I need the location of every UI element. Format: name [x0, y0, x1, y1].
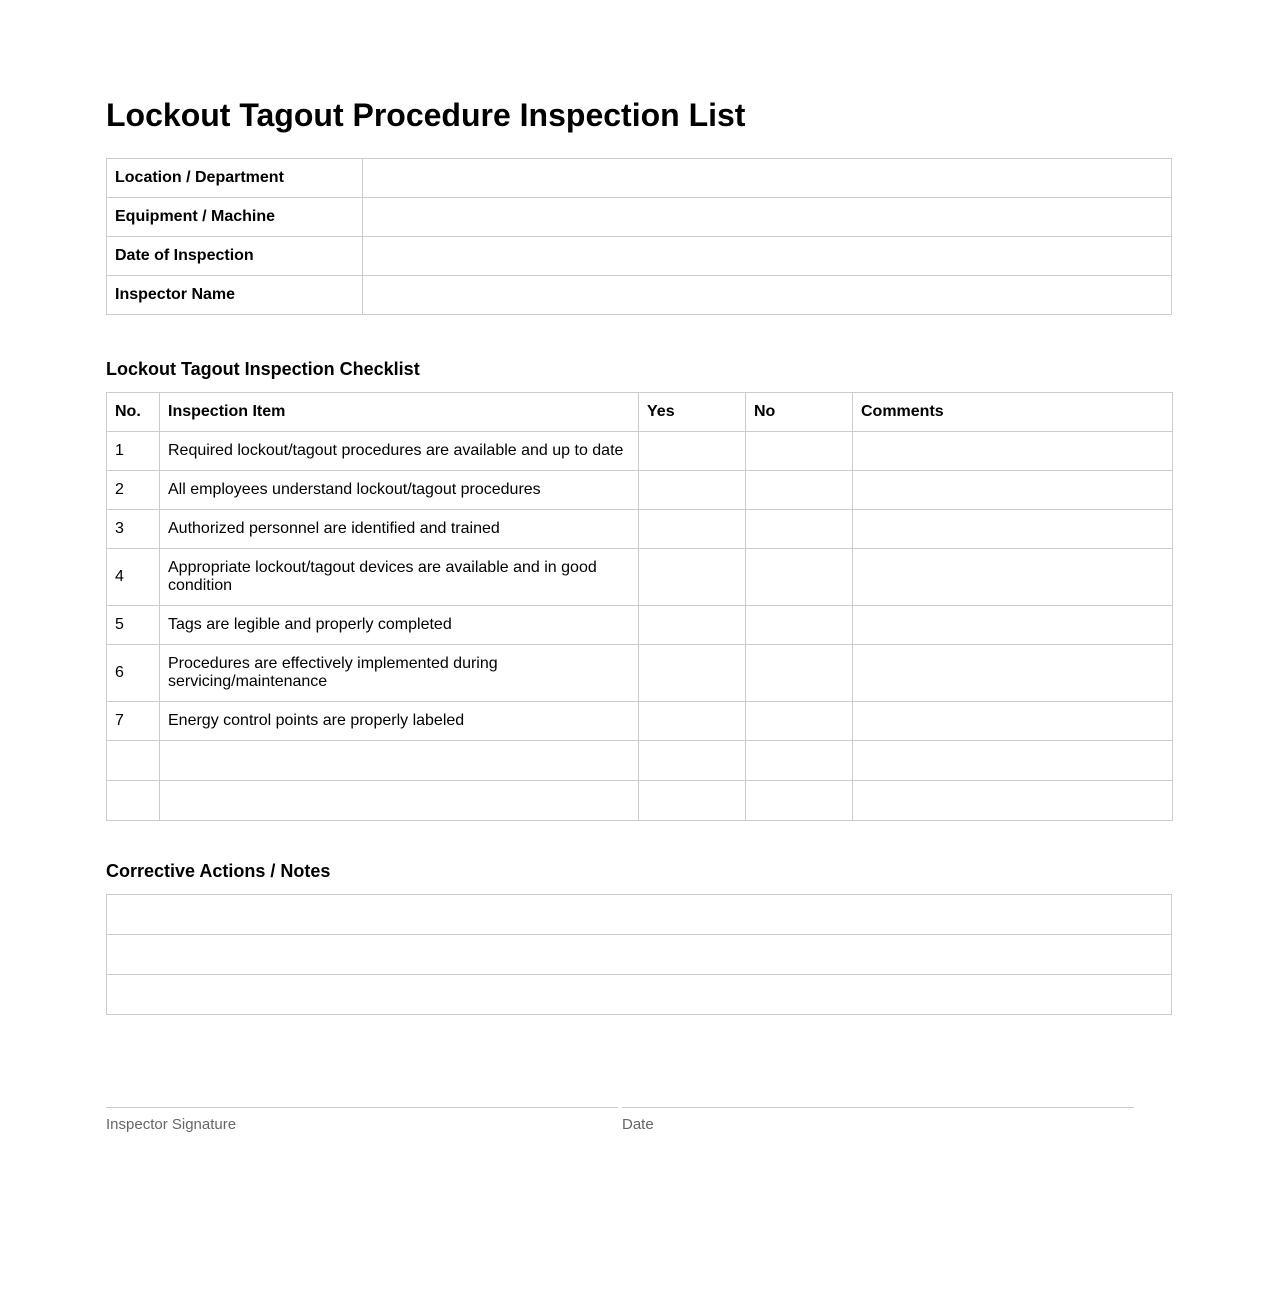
inspector-name-label: Inspector Name: [107, 276, 363, 315]
yes-cell[interactable]: [639, 645, 746, 702]
date-signature-label: Date: [622, 1116, 654, 1133]
row-number: 4: [107, 549, 160, 606]
no-cell[interactable]: [746, 510, 853, 549]
inspection-date-label: Date of Inspection: [107, 237, 363, 276]
info-row-inspector: [107, 276, 1172, 315]
comments-cell[interactable]: [853, 781, 1173, 821]
inspection-item: Required lockout/tagout procedures are available and up to date: [160, 432, 639, 471]
comments-cell[interactable]: [853, 606, 1173, 645]
no-cell[interactable]: [746, 702, 853, 741]
location-field[interactable]: [363, 159, 1172, 198]
no-cell[interactable]: [746, 606, 853, 645]
column-header-yes: Yes: [639, 393, 746, 432]
table-row: [107, 432, 1173, 471]
inspection-item: Tags are legible and properly completed: [160, 606, 639, 645]
column-header-no-answer: No: [746, 393, 853, 432]
row-number-blank[interactable]: [107, 741, 160, 781]
no-cell[interactable]: [746, 781, 853, 821]
yes-cell[interactable]: [639, 510, 746, 549]
yes-cell[interactable]: [639, 471, 746, 510]
inspection-item: Authorized personnel are identified and trained: [160, 510, 639, 549]
table-row: [107, 549, 1173, 606]
comments-cell[interactable]: [853, 645, 1173, 702]
page-title: Lockout Tagout Procedure Inspection List: [106, 97, 746, 133]
notes-row: [107, 935, 1172, 975]
row-number: 6: [107, 645, 160, 702]
notes-line[interactable]: [107, 935, 1172, 975]
yes-cell[interactable]: [639, 741, 746, 781]
inspector-signature-label: Inspector Signature: [106, 1116, 237, 1133]
yes-cell[interactable]: [639, 702, 746, 741]
equipment-label: Equipment / Machine: [107, 198, 363, 237]
table-row: [107, 702, 1173, 741]
no-cell[interactable]: [746, 741, 853, 781]
notes-table: [106, 894, 1172, 1015]
comments-cell[interactable]: [853, 741, 1173, 781]
equipment-field[interactable]: [363, 198, 1172, 237]
comments-cell[interactable]: [853, 510, 1173, 549]
row-number: 3: [107, 510, 160, 549]
checklist-header-row: [107, 393, 1173, 432]
inspection-item: All employees understand lockout/tagout procedures: [160, 471, 639, 510]
yes-cell[interactable]: [639, 606, 746, 645]
no-cell[interactable]: [746, 645, 853, 702]
comments-cell[interactable]: [853, 471, 1173, 510]
row-number: 1: [107, 432, 160, 471]
column-header-no: No.: [107, 393, 160, 432]
notes-line[interactable]: [107, 975, 1172, 1015]
comments-cell[interactable]: [853, 549, 1173, 606]
info-row-equipment: [107, 198, 1172, 237]
table-row: [107, 510, 1173, 549]
no-cell[interactable]: [746, 471, 853, 510]
comments-cell[interactable]: [853, 432, 1173, 471]
notes-line[interactable]: [107, 895, 1172, 935]
inspector-name-field[interactable]: [363, 276, 1172, 315]
table-row: [107, 645, 1173, 702]
row-number: 2: [107, 471, 160, 510]
comments-cell[interactable]: [853, 702, 1173, 741]
row-number: 7: [107, 702, 160, 741]
inspection-item: Energy control points are properly labeled: [160, 702, 639, 741]
column-header-comments: Comments: [853, 393, 1173, 432]
inspection-item-blank[interactable]: [160, 741, 639, 781]
column-header-item: Inspection Item: [160, 393, 639, 432]
no-cell[interactable]: [746, 549, 853, 606]
blank-table-row: [107, 781, 1173, 821]
row-number: 5: [107, 606, 160, 645]
notes-row: [107, 975, 1172, 1015]
notes-row: [107, 895, 1172, 935]
inspector-signature-line[interactable]: [106, 1107, 618, 1108]
inspection-item: Procedures are effectively implemented during servicing/maintenance: [160, 645, 639, 702]
date-signature-line[interactable]: [622, 1107, 1134, 1108]
notes-heading: Corrective Actions / Notes: [106, 861, 331, 881]
info-row-date: [107, 237, 1172, 276]
yes-cell[interactable]: [639, 781, 746, 821]
inspection-item: Appropriate lockout/tagout devices are available and in good condition: [160, 549, 639, 606]
inspection-item-blank[interactable]: [160, 781, 639, 821]
yes-cell[interactable]: [639, 549, 746, 606]
checklist-heading: Lockout Tagout Inspection Checklist: [106, 359, 420, 379]
row-number-blank[interactable]: [107, 781, 160, 821]
checklist-table: [106, 392, 1173, 821]
table-row: [107, 471, 1173, 510]
table-row: [107, 606, 1173, 645]
inspection-info-table: [106, 158, 1172, 315]
location-label: Location / Department: [107, 159, 363, 198]
blank-table-row: [107, 741, 1173, 781]
no-cell[interactable]: [746, 432, 853, 471]
info-row-location: [107, 159, 1172, 198]
inspection-date-field[interactable]: [363, 237, 1172, 276]
yes-cell[interactable]: [639, 432, 746, 471]
